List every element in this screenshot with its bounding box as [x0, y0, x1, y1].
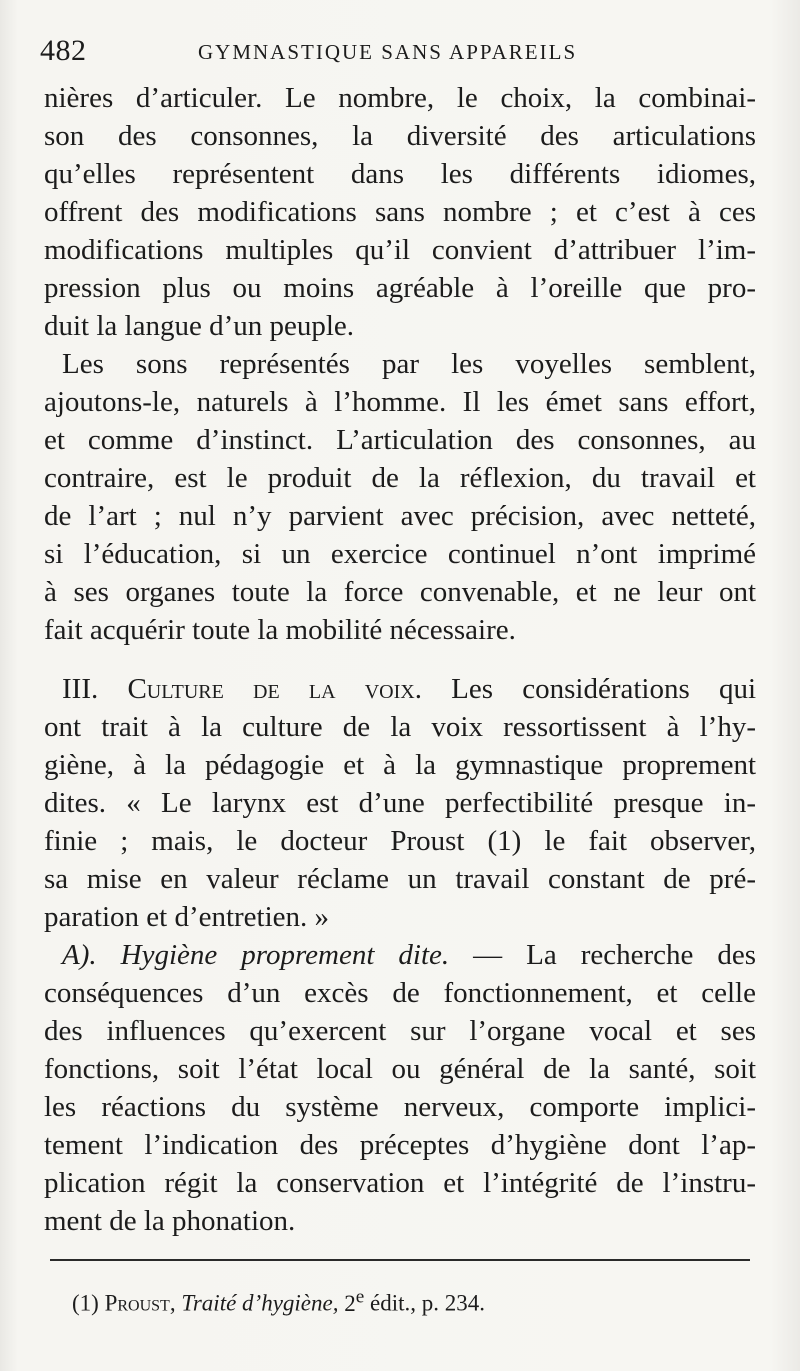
text-line: si l’éducation, si un exercice continuel n’ont imprimé [44, 538, 756, 570]
subsection-a [44, 936, 756, 1240]
text-line: ment de la phonation. [44, 1205, 296, 1237]
subsection-label: A). [62, 939, 97, 971]
text-line: fait acquérir toute la mobilité nécessaire. [44, 614, 516, 646]
paragraph-1 [44, 79, 756, 345]
page-number: 482 [40, 34, 87, 67]
section-3-first-line [44, 670, 756, 708]
footnote [72, 1282, 732, 1319]
text-line: modifications multiples qu’il convient d’attribuer l’im- [44, 234, 756, 266]
subsection-a-first-line [44, 936, 756, 974]
text-line: des influences qu’exercent sur l’organe vocal et ses [44, 1015, 756, 1047]
footnote-edition: 2e [344, 1286, 365, 1316]
text-line: les réactions du système nerveux, comporte implici- [44, 1091, 756, 1123]
text-line: Les sons représentés par les voyelles semblent, [62, 348, 756, 380]
text-line: contraire, est le produit de la réflexion, du travail et [44, 462, 756, 494]
text-line: plication régit la conservation et l’intégrité de l’instru- [44, 1167, 756, 1199]
text-line: qu’elles représentent dans les différents idiomes, [44, 158, 756, 190]
text-line: duit la langue d’un peuple. [44, 310, 355, 342]
text-line: offrent des modifications sans nombre ; et c’est à ces [44, 196, 756, 228]
subsection-title: Hygiène proprement dite. [120, 939, 450, 971]
footnote-rest: édit., p. 234. [369, 1290, 485, 1316]
footnote-marker: (1) [72, 1290, 99, 1316]
section-heading: Culture de la voix. [127, 673, 422, 705]
paragraph-2 [44, 345, 756, 649]
text-line: nières d’articuler. Le nombre, le choix, la combinai- [44, 82, 756, 114]
footnote-divider [50, 1259, 750, 1261]
section-first-line-text: Les considérations qui [451, 673, 757, 705]
footnote-author: Proust, [104, 1290, 176, 1316]
text-line: sa mise en valeur réclame un travail constant de pré- [44, 863, 756, 895]
subsection-first-line-text: — La recherche des [473, 939, 757, 971]
footnote-title: Traité d’hygiène, [181, 1290, 339, 1316]
text-line: paration et d’entretien. » [44, 901, 330, 933]
text-line: tement l’indication des préceptes d’hygiène dont l’ap- [44, 1129, 756, 1161]
text-line: ont trait à la culture de la voix ressortissent à l’hy- [44, 711, 756, 743]
body-text [44, 79, 756, 1240]
text-line: pression plus ou moins agréable à l’oreille que pro- [44, 272, 756, 304]
section-3 [44, 670, 756, 936]
text-line: giène, à la pédagogie et à la gymnastique proprement [44, 749, 756, 781]
paragraph-gap [44, 649, 756, 670]
text-line: conséquences d’un excès de fonctionnement, et celle [44, 977, 756, 1009]
text-line: de l’art ; nul n’y parvient avec précision, avec netteté, [44, 500, 756, 532]
text-line: son des consonnes, la diversité des articulations [44, 120, 756, 152]
text-line: fonctions, soit l’état local ou général de la santé, soit [44, 1053, 756, 1085]
text-line: et comme d’instinct. L’articulation des consonnes, au [44, 424, 756, 456]
page-header [40, 30, 760, 70]
text-line: ajoutons-le, naturels à l’homme. Il les émet sans effort, [44, 386, 756, 418]
text-line: dites. « Le larynx est d’une perfectibilité presque in- [44, 787, 756, 819]
section-numeral: III. [62, 673, 99, 705]
running-title: GYMNASTIQUE SANS APPAREILS [198, 40, 578, 64]
text-line: à ses organes toute la force convenable, et ne leur ont [44, 576, 756, 608]
text-line: finie ; mais, le docteur Proust (1) le fait observer, [44, 825, 756, 857]
